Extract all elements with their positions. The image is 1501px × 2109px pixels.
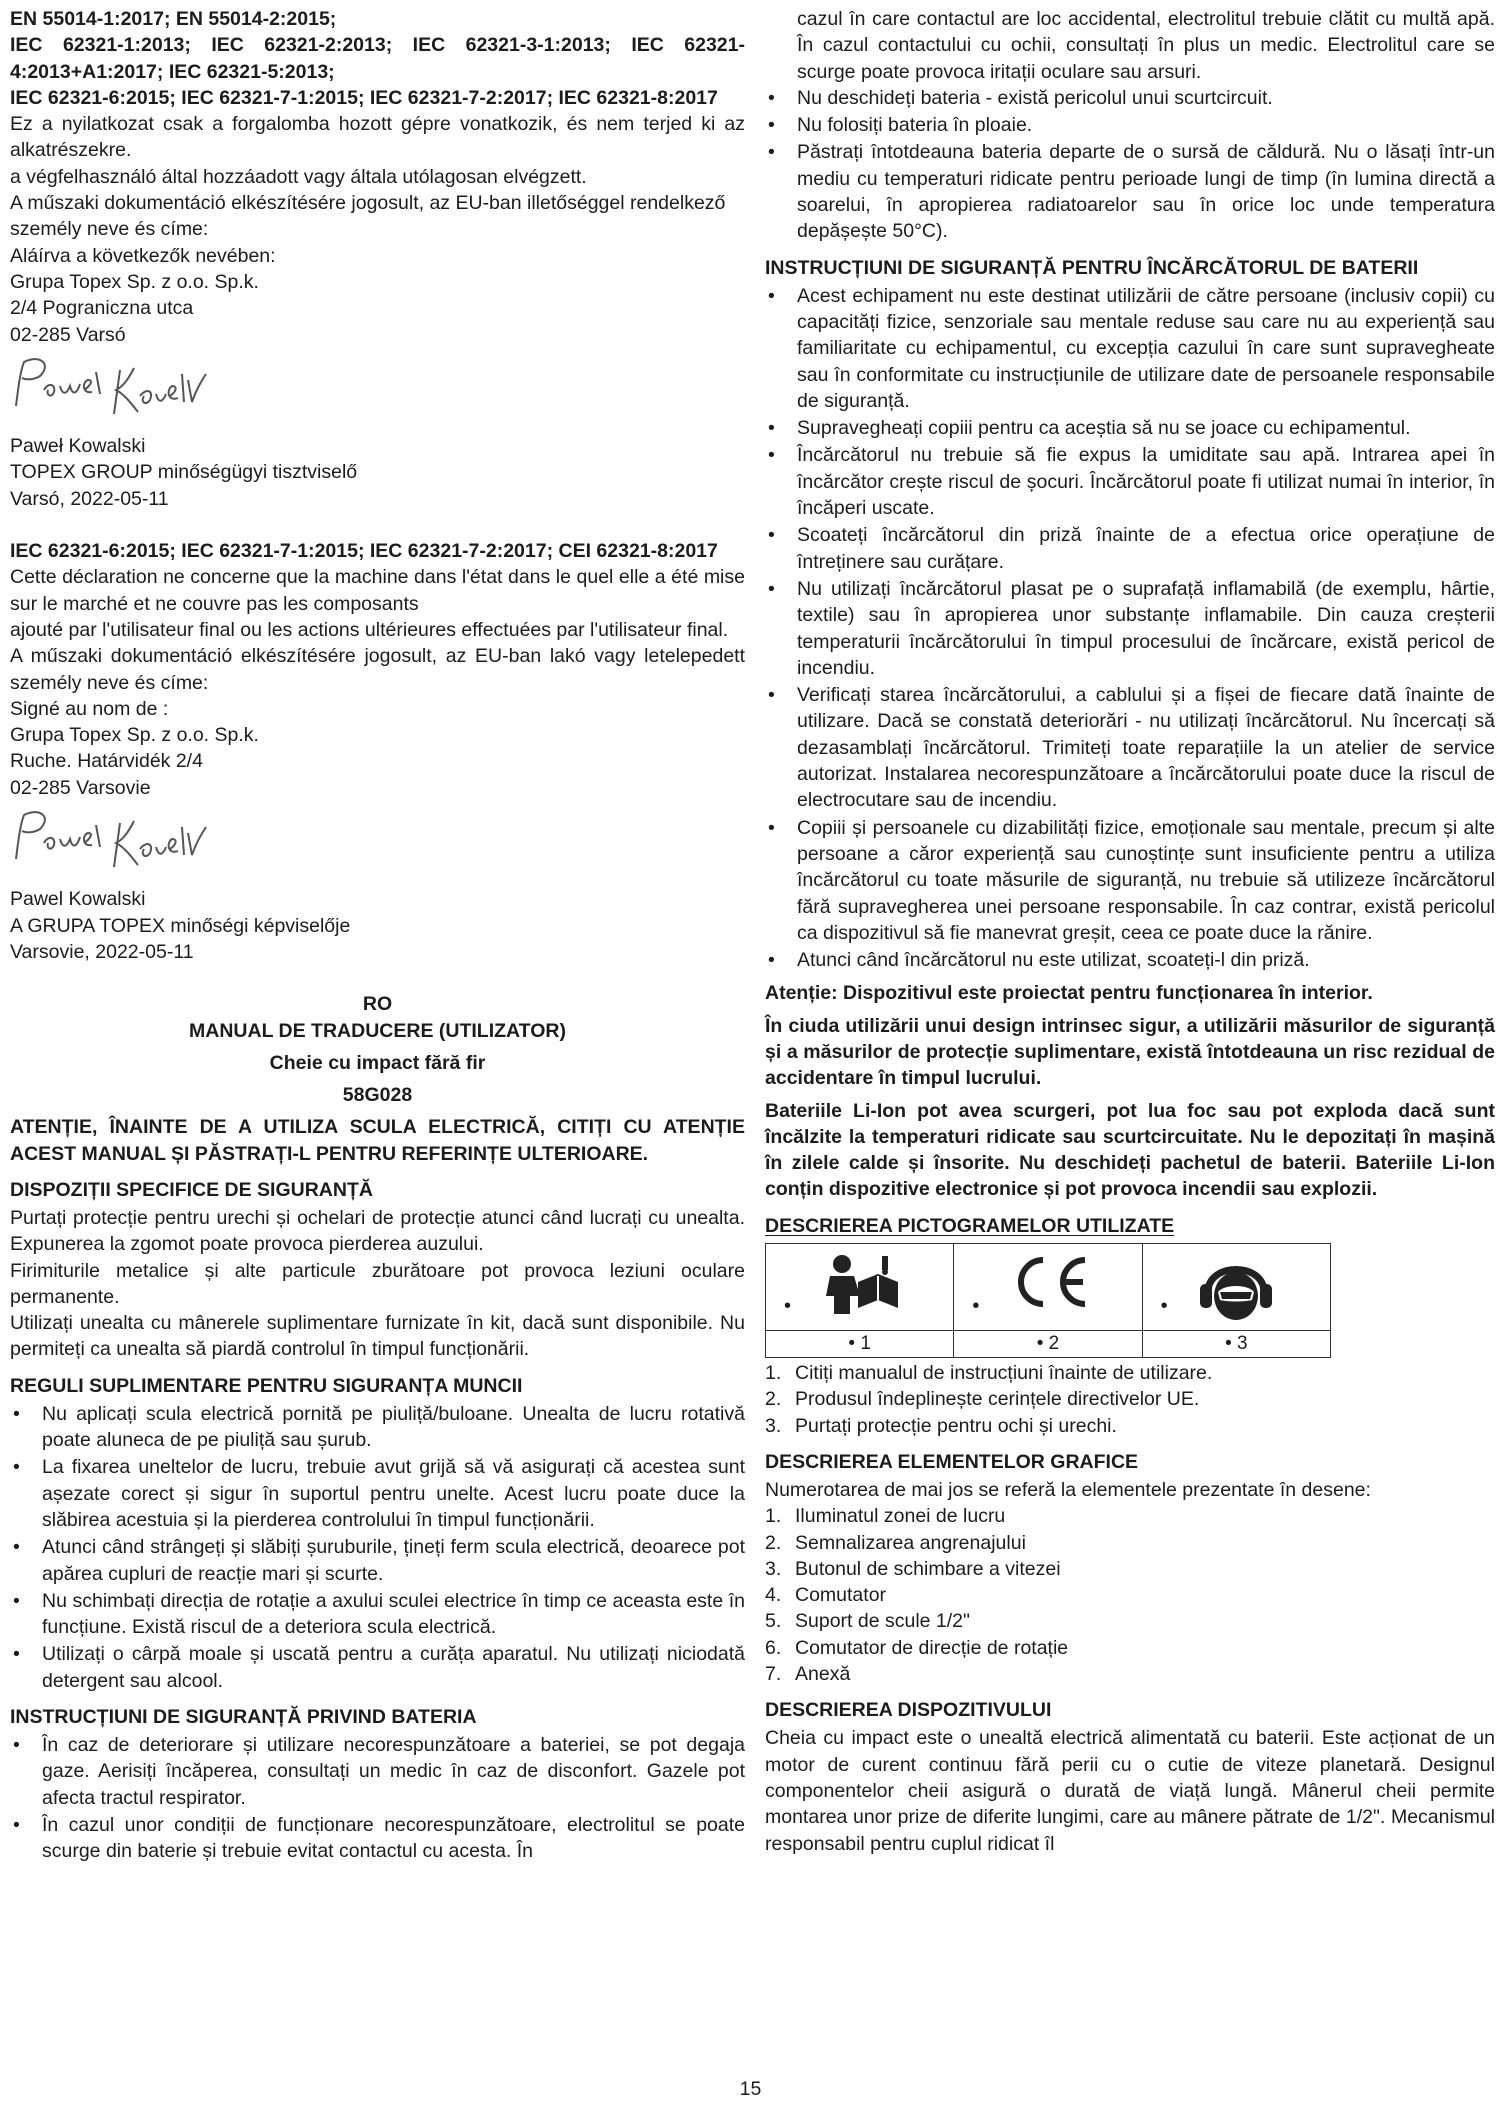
list-item: • Utilizați o cârpă moale și uscată pentru a curăța aparatul. Nu utilizați niciodată detergent sau alcool. — [10, 1641, 745, 1694]
list-item: • Copiii și persoanele cu dizabilități fizice, emoționale sau mentale, precum și alte persoane a căror experiență sau cunoștințe sunt insuficiente pentru a utiliza încărcătorul cu toate măsurile de siguranță, nu trebuie să utilizeze încărcătorul fără supravegherea unei persoane responsabile. În caz contrar, există pericolul ca dispozitivul să fie manevrat greșit, ceea ce poate duce la rănire. — [765, 815, 1495, 946]
signatory-line: A GRUPA TOPEX minőségi képviselője — [10, 914, 351, 937]
section-heading: DESCRIEREA PICTOGRAMELOR UTILIZATE — [765, 1214, 1175, 1237]
list-item: 3. Butonul de schimbare a vitezei — [765, 1557, 1061, 1580]
address-line: 02-285 Varsó — [10, 323, 126, 346]
signatory-line: Varsó, 2022-05-11 — [10, 487, 169, 510]
paragraph: Firimiturile metalice și alte particule zburătoare pot provoca leziuni oculare permanente. — [10, 1259, 745, 1308]
list-item: 3. Purtați protecție pentru ochi și urechi. — [765, 1414, 1117, 1437]
list-item: • Încărcătorul nu trebuie să fie expus la umiditate sau apă. Intrarea apei în încărcător crește riscul de șocuri. Încărcătorul poate fi utilizat numai în interior, în încăperi uscate. — [765, 442, 1495, 521]
list-item: • Păstrați întotdeauna bateria departe de o sursă de căldură. Nu o lăsați într-un mediu cu temperaturi ridicate pentru perioade lungi de timp (în lumina directă a soarelui, în apropierea radiatoarelor sau în orice loc unde temperatura depășește 50°C). — [765, 139, 1495, 244]
standards-line: IEC 62321-6:2015; IEC 62321-7-1:2015; IEC 62321-7-2:2017; IEC 62321-8:2017 — [10, 86, 718, 109]
ce-mark-icon — [1003, 1252, 1093, 1312]
list-item: • Nu aplicați scula electrică pornită pe piuliță/buloane. Unealta de lucru rotativă poate aluneca de pe piuliță sau șurub. — [10, 1401, 745, 1454]
declaration-line: Ez a nyilatkozat csak a forgalomba hozott gépre vonatkozik, és nem terjed ki az alkatrészekre. — [10, 113, 745, 162]
read-manual-icon — [820, 1252, 900, 1318]
bullet-list — [10, 1401, 745, 1694]
standards-line: IEC 62321-1:2013; IEC 62321-2:2013; IEC 62321-3-1:2013; IEC 62321-4:2013+A1:2017; IEC 62321-5:2013; — [10, 34, 745, 83]
paragraph: Purtați protecție pentru urechi și ochelari de protecție atunci când lucrați cu unealta. Expunerea la zgomot poate provoca pierderea auzului. — [10, 1206, 745, 1256]
signatory-line: Varsovie, 2022-05-11 — [10, 940, 194, 963]
list-item: 1. Iluminatul zonei de lucru — [765, 1505, 1006, 1528]
list-item-continuation: cazul în care contactul are loc accidental, electrolitul trebuie clătit cu multă apă. În cazul contactului cu ochii, consultați în plus un medic. Electrolitul care se scurge poate provoca iritații oculare sau arsuri. — [797, 8, 1495, 83]
left-column — [10, 6, 745, 1866]
list-item: 2. Produsul îndeplinește cerințele directivelor UE. — [765, 1388, 1200, 1411]
residual-risk-notice: În ciuda utilizării unui design intrinsec sigur, a utilizării măsurilor de siguranță și a măsurilor de protecție suplimentare, există întotdeauna un risc rezidual de accidentare în timpul lucrului. — [765, 1014, 1495, 1090]
list-item: • Scoateți încărcătorul din priză înainte de a efectua orice operațiune de întreținere sau curățare. — [765, 522, 1495, 575]
list-item: • Nu schimbați direcția de rotație a axului sculei electrice în timp ce aceasta este în funcțiune. Există riscul de a deteriora scula electrică. — [10, 1588, 745, 1641]
declaration-line: a végfelhasználó által hozzáadott vagy általa utólagosan elvégzett. — [10, 165, 587, 188]
list-item: 1. Citiți manualul de instrucțiuni înainte de utilizare. — [765, 1362, 1213, 1385]
li-ion-notice: Bateriile Li-Ion pot avea scurgeri, pot lua foc sau pot exploda dacă sunt încălzite la temperaturi ridicate sau scurtcircuitate. Nu le depozitați în mașină în zilele calde și însorite. Nu deschideți pachetul de baterii. Bateriile Li-Ion conțin dispozitive electronice și pot provoca incendii sau explozii. — [765, 1099, 1495, 1201]
pictogram-label: • 2 — [954, 1330, 1142, 1357]
standards-line: EN 55014-1:2017; EN 55014-2:2015; — [10, 8, 337, 30]
section-heading: DISPOZIȚII SPECIFICE DE SIGURANȚĂ — [10, 1178, 373, 1201]
manual-title: MANUAL DE TRADUCERE (UTILIZATOR) — [189, 1019, 566, 1042]
pictogram-table — [765, 1243, 1331, 1358]
pictogram-label: • 1 — [766, 1330, 954, 1357]
declaration-line: Aláírva a következők nevében: — [10, 244, 276, 267]
page-number: 15 — [739, 2078, 762, 2100]
bullet-list — [765, 85, 1495, 245]
section-heading: DESCRIEREA ELEMENTELOR GRAFICE — [765, 1450, 1139, 1473]
list-item: 5. Suport de scule 1/2" — [765, 1610, 970, 1633]
address-line: 2/4 Pograniczna utca — [10, 297, 194, 320]
section-heading: INSTRUCȚIUNI DE SIGURANȚĂ PRIVIND BATERIA — [10, 1706, 477, 1729]
numbered-list — [765, 1360, 1495, 1439]
right-column — [765, 6, 1495, 1857]
list-item: • Supravegheați copiii pentru ca aceștia să nu se joace cu echipamentul. — [765, 415, 1495, 441]
list-item: • Atunci când strângeți și slăbiți șuruburile, țineți ferm scula electrică, deoarece pot apărea cupluri de reacție mari și scurte. — [10, 1534, 745, 1587]
bullet-list — [10, 1732, 745, 1864]
pictogram-cell: • — [1142, 1243, 1330, 1330]
product-name: Cheie cu impact fără fir — [269, 1051, 486, 1074]
paragraph: Cheia cu impact este o unealtă electrică alimentată cu baterii. Este acționat de un motor de curent continuu fără perii cu o cutie de viteze planetară. Designul componentelor cheii asigură o durată de viață lungă. Mânerul cheii permite montarea unor prize de diferite lungimi, care au mânere pătrate de 1/2". Mecanismul responsabil pentru cuplul ridicat îl — [765, 1727, 1495, 1855]
list-item: • Acest echipament nu este destinat utilizării de către persoane (inclusiv copii) cu capacități fizice, senzoriale sau mentale reduse sau care nu au experiență sau familiaritate cu echipamentul, cu excepția cazului în care sunt supravegheate sau în conformitate cu instrucțiunile de utilizare date de persoanele responsabile de siguranță. — [765, 283, 1495, 414]
signatory-line: TOPEX GROUP minőségügyi tisztviselő — [10, 461, 358, 484]
standards-line: IEC 62321-6:2015; IEC 62321-7-1:2015; IEC 62321-7-2:2017; CEI 62321-8:2017 — [10, 540, 718, 563]
declaration-line: ajouté par l'utilisateur final ou les actions ultérieures effectuées par l'utilisateur final. — [10, 618, 729, 641]
list-item: • Nu folosiți bateria în ploaie. — [765, 112, 1495, 138]
list-item: 4. Comutator — [765, 1584, 887, 1607]
list-item: 6. Comutator de direcție de rotație — [765, 1636, 1069, 1659]
section-heading: REGULI SUPLIMENTARE PENTRU SIGURANȚA MUNCII — [10, 1374, 523, 1397]
section-heading: INSTRUCȚIUNI DE SIGURANȚĂ PENTRU ÎNCĂRCĂTORUL DE BATERII — [765, 256, 1419, 279]
handwritten-signature — [10, 803, 210, 879]
list-item: • În caz de deteriorare și utilizare necorespunzătoare a bateriei, se pot degaja gaze. Aerisiți încăperea, consultați un medic în caz de disconfort. Gazele pot afecta tractul respirator. — [10, 1732, 745, 1811]
address-line: Grupa Topex Sp. z o.o. Sp.k. — [10, 724, 259, 747]
warning-notice: ATENȚIE, ÎNAINTE DE A UTILIZA SCULA ELECTRICĂ, CITIȚI CU ATENȚIE ACEST MANUAL ȘI PĂSTRAȚI-L PENTRU REFERINȚE ULTERIOARE. — [10, 1116, 745, 1165]
declaration-line: A műszaki dokumentáció elkészítésére jogosult, az EU-ban lakó vagy letelepedett személy neve és címe: — [10, 645, 745, 694]
address-line: Ruche. Határvidék 2/4 — [10, 750, 203, 773]
list-item: • Atunci când încărcătorul nu este utilizat, scoateți-l din priză. — [765, 947, 1495, 973]
bullet-list — [765, 283, 1495, 974]
list-item: • În cazul unor condiții de funcționare necorespunzătoare, electrolitul se poate scurge din baterie și trebuie evitat contactul cu acesta. În — [10, 1812, 745, 1865]
list-item: 7. Anexă — [765, 1663, 851, 1686]
pictogram-cell: • — [766, 1243, 954, 1330]
declaration-line: Cette déclaration ne concerne que la machine dans l'état dans le quel elle a été mise sur le marché et ne couvre pas les composants — [10, 566, 745, 615]
declaration-line: A műszaki dokumentáció elkészítésére jogosult, az EU-ban illetőséggel rendelkező személy neve és címe: — [10, 192, 726, 241]
address-line: 02-285 Varsovie — [10, 776, 151, 799]
pictogram-cell: • — [954, 1243, 1142, 1330]
eye-ear-protection-icon — [1196, 1252, 1276, 1322]
address-line: Grupa Topex Sp. z o.o. Sp.k. — [10, 270, 259, 293]
indoor-notice: Atenție: Dispozitivul este proiectat pentru funcționarea în interior. — [765, 982, 1373, 1005]
list-item: • Nu deschideți bateria - există pericolul unui scurtcircuit. — [765, 85, 1495, 111]
handwritten-signature — [10, 350, 210, 426]
list-item: • Verificați starea încărcătorului, a cablului și a fișei de fiecare dată înainte de utilizare. Dacă se constată deteriorări - nu utilizați încărcătorul. Nu încercați să dezasamblați încărcătorul. Trimiteți toate reparațiile la un atelier de service autorizat. Instalarea necorespunzătoare a încărcătorului poate duce la riscul de electrocutare sau de incendiu. — [765, 682, 1495, 813]
declaration-line: Signé au nom de : — [10, 697, 169, 720]
signatory-line: Pawel Kowalski — [10, 888, 146, 911]
language-code: RO — [362, 993, 393, 1016]
signatory-line: Paweł Kowalski — [10, 435, 146, 458]
paragraph: Numerotarea de mai jos se referă la elementele prezentate în desene: — [765, 1478, 1371, 1501]
numbered-list — [765, 1503, 1495, 1687]
list-item: 2. Semnalizarea angrenajului — [765, 1531, 1026, 1554]
model-number: 58G028 — [342, 1084, 413, 1107]
paragraph: Utilizați unealta cu mânerele suplimentare furnizate în kit, dacă sunt disponibile. Nu permiteți ca unealta să piardă controlul în timpul funcționării. — [10, 1312, 745, 1361]
list-item: • La fixarea uneltelor de lucru, trebuie avut grijă să vă asigurați că acestea sunt așezate corect și sigur în suportul pentru unelte. Acest lucru poate duce la slăbirea acestuia și la pierderea controlului în timpul funcționării. — [10, 1454, 745, 1533]
section-heading: DESCRIEREA DISPOZITIVULUI — [765, 1699, 1052, 1722]
pictogram-label: • 3 — [1142, 1330, 1330, 1357]
list-item: • Nu utilizați încărcătorul plasat pe o suprafață inflamabilă (de exemplu, hârtie, textile) sau în apropierea unor substanțe inflamabile. Din cauza creșterii temperaturii încărcătorului în timpul procesului de încărcare, există pericol de incendiu. — [765, 576, 1495, 681]
